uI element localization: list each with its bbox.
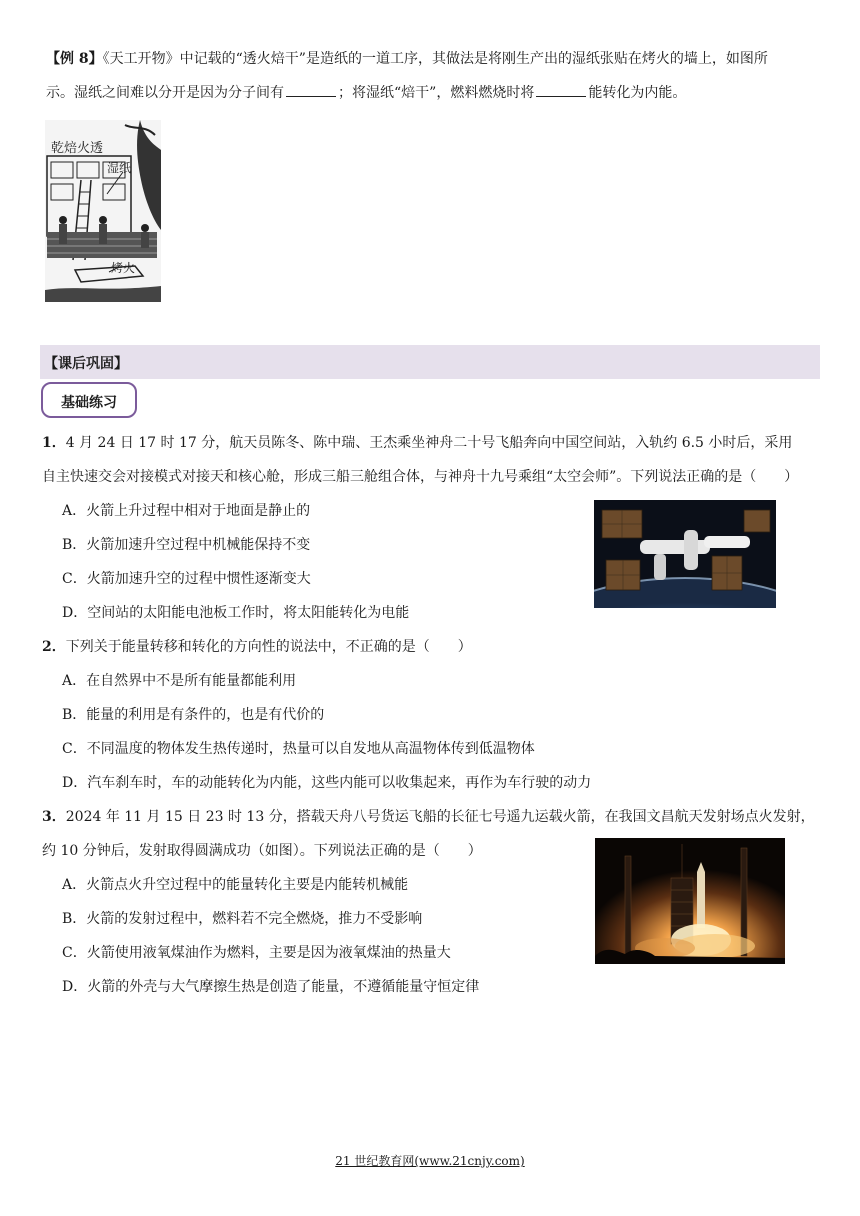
q2-option-a[interactable]: A．在自然界中不是所有能量都能利用: [62, 673, 297, 689]
q1-option-c[interactable]: C．火箭加速升空的过程中惯性逐渐变大: [62, 571, 311, 587]
q2-option-b[interactable]: B．能量的利用是有条件的，也是有代价的: [62, 707, 325, 723]
q3-number: 3．: [42, 809, 66, 825]
q3-option-b[interactable]: B．火箭的发射过程中，燃料若不完全燃烧，推力不受影响: [62, 911, 423, 927]
example8-text-2c: 能转化为内能。: [588, 85, 687, 101]
q1-number: 1．: [42, 435, 66, 451]
badge-label: 基础练习: [61, 395, 117, 411]
q3-stem-2: 约 10 分钟后，发射取得圆满成功（如图）。下列说法正确的是（ ）: [42, 843, 482, 859]
figure-title-label: 乾焙火透: [51, 141, 104, 156]
q3-line1: [42, 806, 815, 826]
example8-label: 【例 8】: [46, 51, 103, 67]
figure-wet-paper-label: 湿纸: [107, 161, 132, 175]
example8-text-2a: 示。湿纸之间难以分开是因为分子间有: [46, 85, 284, 101]
example8-text-1: 《天工开物》中记载的“透火焙干”是造纸的一道工序，其做法是将刚生产出的湿纸张贴在烤火的墙上，如图所: [102, 51, 768, 67]
q3-option-d[interactable]: D．火箭的外壳与大气摩擦生热是创造了能量，不遵循能量守恒定律: [62, 979, 480, 995]
footer-link[interactable]: 21 世纪教育网(www.21cnjy.com): [335, 1154, 525, 1168]
q1-stem-2: 自主快速交会对接模式对接天和核心舱，形成三船三舱组合体，与神舟十九号乘组“太空会师”。下列说法正确的是（ ）: [42, 469, 799, 485]
basic-practice-badge: [41, 382, 137, 418]
section-title: 【课后巩固】: [44, 356, 128, 372]
q1-option-b[interactable]: B．火箭加速升空过程中机械能保持不变: [62, 537, 311, 553]
example8-text-2b: ；将湿纸“焙干”，燃料燃烧时将: [338, 85, 535, 101]
space-station-photo: [594, 500, 776, 608]
example8-line2: [46, 82, 686, 102]
q1-option-d[interactable]: D．空间站的太阳能电池板工作时，将太阳能转化为电能: [62, 605, 410, 621]
q3-stem-1: 2024 年 11 月 15 日 23 时 13 分，搭载天舟八号货运飞船的长征七号遥九运载火箭，在我国文昌航天发射场点火发射，: [65, 809, 815, 825]
q2-stem: 下列关于能量转移和转化的方向性的说法中，不正确的是（ ）: [65, 639, 472, 655]
q3-option-c[interactable]: C．火箭使用液氧煤油作为燃料，主要是因为液氧煤油的热量大: [62, 945, 451, 961]
rocket-launch-photo: [595, 838, 785, 964]
example8-line1: [46, 48, 768, 68]
q3-line2: [42, 840, 482, 860]
paper-drying-illustration: [45, 120, 161, 302]
q1-option-a[interactable]: A．火箭上升过程中相对于地面是静止的: [62, 503, 311, 519]
q2-line: [42, 636, 472, 656]
q2-number: 2．: [42, 639, 66, 655]
answer-blank-2[interactable]: [536, 82, 586, 97]
section-header-bar: [40, 345, 820, 379]
q1-line1: [42, 432, 792, 452]
q1-stem-1: 4 月 24 日 17 时 17 分，航天员陈冬、陈中瑞、王杰乘坐神舟二十号飞船奔向中国空间站，入轨约 6.5 小时后，采用: [65, 435, 793, 451]
q3-option-a[interactable]: A．火箭点火升空过程中的能量转化主要是内能转机械能: [62, 877, 409, 893]
answer-blank-1[interactable]: [286, 82, 336, 97]
q2-option-d[interactable]: D．汽车刹车时，车的动能转化为内能，这些内能可以收集起来，再作为车行驶的动力: [62, 775, 592, 791]
q2-option-c[interactable]: C．不同温度的物体发生热传递时，热量可以自发地从高温物体传到低温物体: [62, 741, 535, 757]
q1-line2: [42, 466, 798, 486]
figure-fire-label: 烤火: [111, 261, 136, 275]
